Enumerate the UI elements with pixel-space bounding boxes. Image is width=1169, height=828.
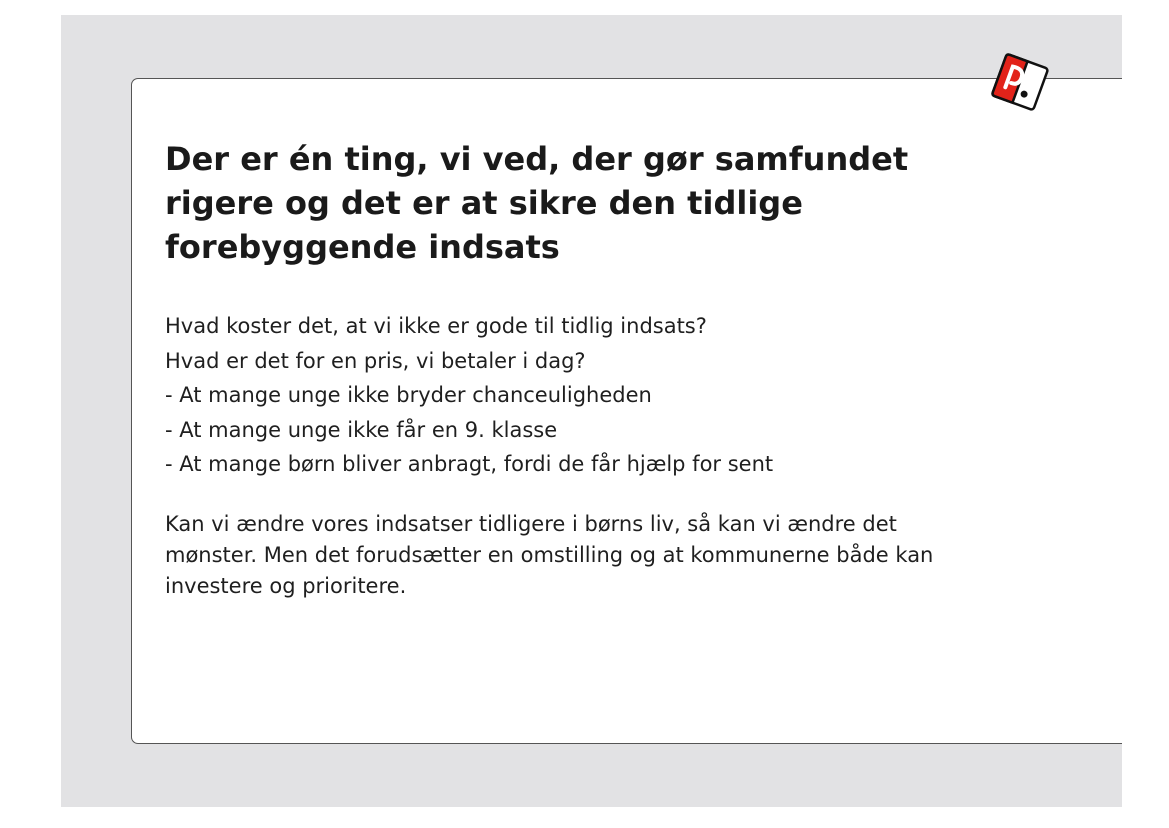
title-line: Der er én ting, vi ved, der gør samfundet — [165, 140, 909, 178]
bullet-item: - At mange unge ikke får en 9. klasse — [165, 417, 558, 442]
closing-line: investere og prioritere. — [165, 574, 407, 598]
title-line: rigere og det er at sikre den tidlige — [165, 184, 803, 222]
question-block — [165, 309, 1095, 482]
closing-line: Kan vi ændre vores indsatser tidligere i børns liv, så kan vi ændre det — [165, 512, 897, 536]
bullet-item: - At mange børn bliver anbragt, fordi de får hjælp for sent — [165, 452, 774, 476]
closing-paragraph — [165, 509, 1095, 602]
slide-title — [165, 137, 1065, 269]
title-line: forebyggende indsats — [165, 228, 560, 266]
question-line: Hvad koster det, at vi ikke er gode til tidlig indsats? — [165, 314, 707, 338]
question-line: Hvad er det for en pris, vi betaler i dag? — [165, 348, 586, 373]
bullet-item: - At mange unge ikke bryder chanceuligheden — [165, 383, 652, 407]
brand-logo-icon — [984, 46, 1056, 118]
closing-line: mønster. Men det forudsætter en omstilling og at kommunerne både kan — [165, 543, 934, 567]
